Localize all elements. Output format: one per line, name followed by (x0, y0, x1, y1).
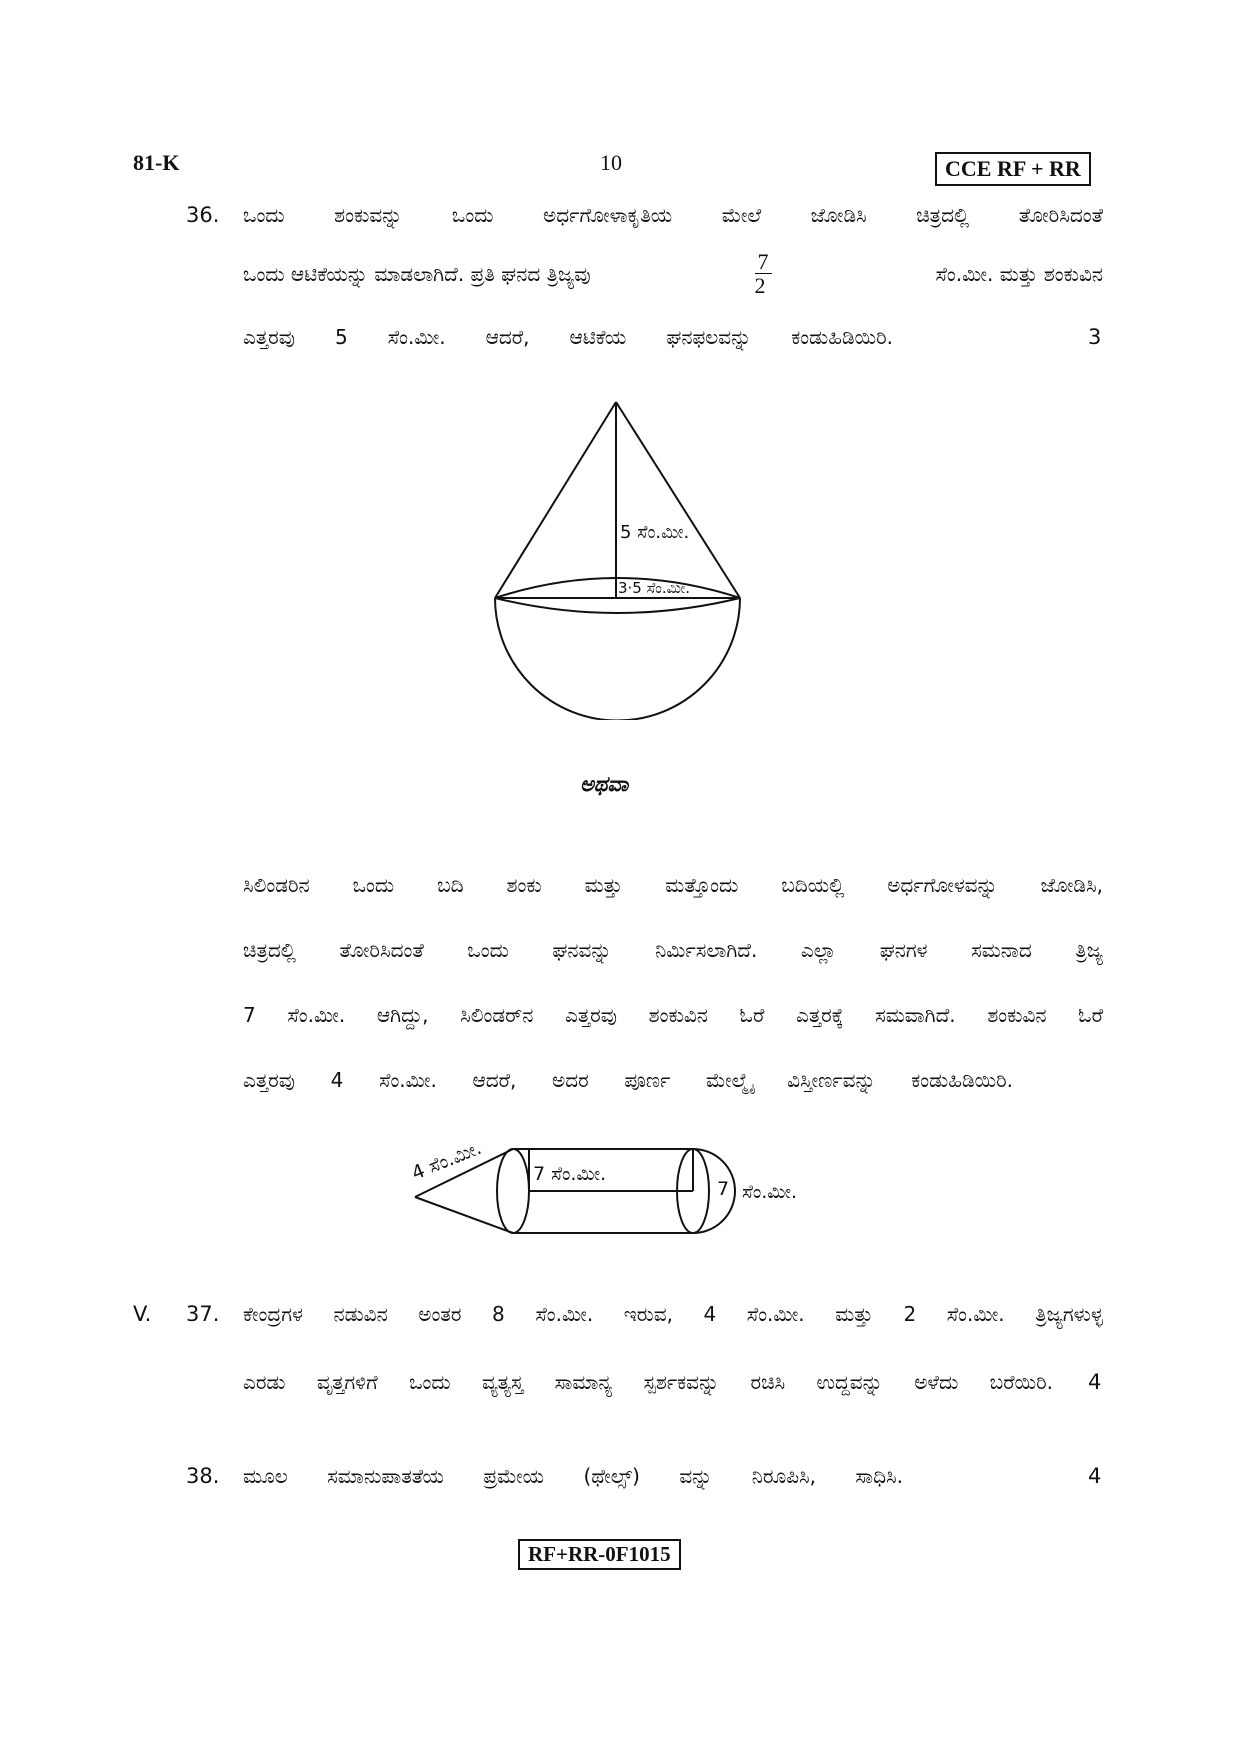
question-36-line-1: ಒಂದು ಶಂಕುವನ್ನು ಒಂದು ಅರ್ಧಗೋಳಾಕೃತಿಯ ಮೇಲೆ ಜೋಡಿಸಿ ಚಿತ್ರದಲ್ಲಿ ತೋರಿಸಿದಂತೆ (243, 203, 1103, 227)
cone-hemisphere-figure (480, 390, 760, 720)
page-number: 10 (600, 150, 622, 175)
hemisphere-radius-unit: ಸೆಂ.ಮೀ. (742, 1181, 797, 1203)
question-37-number: 37. (186, 1302, 220, 1326)
question-36-number: 36. (186, 203, 220, 227)
question-37-line-2: ಎರಡು ವೃತ್ತಗಳಿಗೆ ಒಂದು ವ್ಯತ್ಯಸ್ತ ಸಾಮಾನ್ಯ ಸ್ಪರ್ಶಕವನ್ನು ರಚಿಸಿ ಉದ್ದವನ್ನು ಅಳೆದು ಬರೆಯಿರಿ. (243, 1370, 1053, 1394)
question-36-or-line-2: ಚಿತ್ರದಲ್ಲಿ ತೋರಿಸಿದಂತೆ ಒಂದು ಘನವನ್ನು ನಿರ್ಮಿಸಲಾಗಿದೆ. ಎಲ್ಲಾ ಘನಗಳ ಸಮನಾದ ತ್ರಿಜ್ಯ (243, 938, 1103, 962)
hemisphere-radius-number: 7 (717, 1178, 730, 1200)
footer-code: RF+RR-0F1015 (518, 1539, 681, 1570)
hemisphere-arc (495, 598, 740, 720)
question-36-or-line-1: ಸಿಲಿಂಡರಿನ ಒಂದು ಬದಿ ಶಂಕು ಮತ್ತು ಮತ್ತೊಂದು ಬದಿಯಲ್ಲಿ ಅರ್ಧಗೋಳವನ್ನು ಜೋಡಿಸಿ, (243, 873, 1103, 897)
question-36-or-line-3: 7 ಸೆಂ.ಮೀ. ಆಗಿದ್ದು, ಸಿಲಿಂಡರ್‌ನ ಎತ್ತರವು ಶಂಕುವಿನ ಓರೆ ಎತ್ತರಕ್ಕೆ ಸಮವಾಗಿದೆ. ಶಂಕುವಿನ ಓರೆ (243, 1003, 1103, 1027)
slant-height-label: 4 ಸೆಂ.ಮೀ. (408, 1136, 485, 1185)
fraction-denominator: 2 (754, 273, 766, 299)
question-36-line-2 (243, 250, 1103, 297)
paper-code: 81-K (133, 150, 180, 175)
fraction-numerator: 7 (755, 250, 772, 274)
cone-height-label: 5 ಸೆಂ.ಮೀ. (620, 522, 690, 543)
question-36-marks: 3 (1088, 325, 1102, 349)
cone-left-slant (495, 402, 616, 598)
series-label: CCE RF + RR (935, 152, 1091, 186)
question-37-line-1: ಕೇಂದ್ರಗಳ ನಡುವಿನ ಅಂತರ 8 ಸೆಂ.ಮೀ. ಇರುವ, 4 ಸೆಂ.ಮೀ. ಮತ್ತು 2 ಸೆಂ.ಮೀ. ತ್ರಿಜ್ಯಗಳುಳ್ಳ (243, 1302, 1103, 1326)
base-ellipse-front (495, 598, 740, 613)
cone-cylinder-joint (497, 1149, 529, 1233)
question-38-line-1: ಮೂಲ ಸಮಾನುಪಾತತೆಯ ಪ್ರಮೇಯ (ಥೇಲ್ಸ್) ವನ್ನು ನಿರೂಪಿಸಿ, ಸಾಧಿಸಿ. (243, 1464, 903, 1488)
section-number: V. (133, 1302, 152, 1326)
or-label: ಅಥವಾ (580, 772, 629, 796)
question-38-marks: 4 (1088, 1464, 1102, 1488)
question-36-line-3: ಎತ್ತರವು 5 ಸೆಂ.ಮೀ. ಆದರೆ, ಆಟಿಕೆಯ ಘನಫಲವನ್ನು ಕಂಡುಹಿಡಿಯಿರಿ. (243, 325, 893, 349)
question-37-marks: 4 (1088, 1370, 1102, 1394)
question-38-number: 38. (186, 1464, 220, 1488)
radius-label: 3·5 ಸೆಂ.ಮೀ. (618, 579, 691, 597)
question-36-line-2-text: ಒಂದು ಆಟಿಕೆಯನ್ನು ಮಾಡಲಾಗಿದೆ. ಪ್ರತಿ ಘನದ ತ್ರಿಜ್ಯವು (243, 261, 591, 286)
cone-cylinder-hemisphere-figure (405, 1135, 855, 1250)
fraction-seven-halves (755, 250, 772, 297)
cone-right-slant (616, 402, 740, 598)
question-36-or-line-4: ಎತ್ತರವು 4 ಸೆಂ.ಮೀ. ಆದರೆ, ಅದರ ಪೂರ್ಣ ಮೇಲ್ಮೈ ವಿಸ್ತೀರ್ಣವನ್ನು ಕಂಡುಹಿಡಿಯಿರಿ. (243, 1068, 1013, 1092)
cylinder-length-label: 7 ಸೆಂ.ಮೀ. (533, 1163, 607, 1185)
question-36-line-2-tail: ಸೆಂ.ಮೀ. ಮತ್ತು ಶಂಕುವಿನ (935, 261, 1103, 286)
